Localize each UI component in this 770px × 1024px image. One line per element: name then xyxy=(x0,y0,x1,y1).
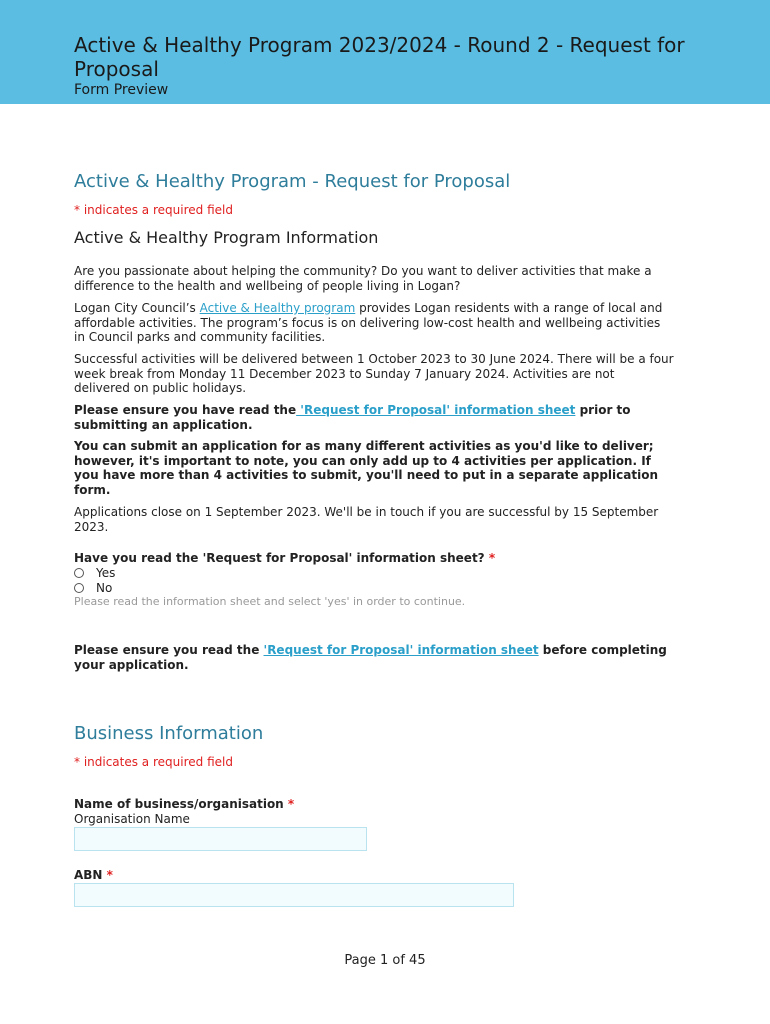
abn-label: ABN * xyxy=(74,868,113,882)
activity-limit-notice: You can submit an application for as many different activities as you'd like to deliver; however, it's important to note, you can only add up to 4 activities per application. If you have more than 4 activities to submit, you'll need to put in a separate application form. xyxy=(74,439,658,497)
form-subtitle: Form Preview xyxy=(74,82,169,98)
radio-option-no[interactable]: No xyxy=(74,581,112,595)
section-title-business: Business Information xyxy=(74,723,264,744)
program-information-heading: Active & Healthy Program Information xyxy=(74,228,379,247)
form-title: Active & Healthy Program 2023/2024 - Round 2 - Request for Proposal xyxy=(74,33,685,81)
radio-option-yes[interactable]: Yes xyxy=(74,566,115,580)
info-sheet-question: Have you read the 'Request for Proposal' information sheet? * xyxy=(74,551,496,565)
business-name-label: Name of business/organisation * xyxy=(74,797,295,811)
required-field-note: * indicates a required field xyxy=(74,203,233,217)
required-field-note-business: * indicates a required field xyxy=(74,755,233,769)
info-sheet-link[interactable]: 'Request for Proposal' information sheet xyxy=(296,403,576,417)
read-before-completing-notice: Please ensure you read the 'Request for Proposal' information sheet before completing your application. xyxy=(74,643,667,672)
delivery-dates-paragraph: Successful activities will be delivered between 1 October 2023 to 30 June 2024. There will be a four week break from Monday 11 December 2023 to Sunday 7 January 2024. Activities are not delivered on public holidays. xyxy=(74,352,674,395)
required-star: * xyxy=(106,868,113,882)
required-star: * xyxy=(488,551,496,565)
radio-circle-icon[interactable] xyxy=(74,568,84,578)
organisation-name-input[interactable] xyxy=(74,827,367,851)
organisation-name-sublabel: Organisation Name xyxy=(74,812,190,826)
program-description: Logan City Council’s Active & Healthy program provides Logan residents with a range of local and affordable activities. The program’s focus is on delivering low-cost health and wellbeing activities in Council parks and community facilities. xyxy=(74,301,663,344)
radio-circle-icon[interactable] xyxy=(74,583,84,593)
required-star: * xyxy=(287,797,295,811)
page-header xyxy=(0,0,770,104)
read-info-sheet-notice: Please ensure you have read the 'Request for Proposal' information sheet prior to submitting an application. xyxy=(74,403,631,432)
info-sheet-link-2[interactable]: 'Request for Proposal' information sheet xyxy=(263,643,539,657)
question-hint: Please read the information sheet and select 'yes' in order to continue. xyxy=(74,595,466,608)
intro-paragraph: Are you passionate about helping the community? Do you want to deliver activities that make a difference to the health and wellbeing of people living in Logan? xyxy=(74,264,652,293)
active-healthy-program-link[interactable]: Active & Healthy program xyxy=(199,301,356,315)
section-title-proposal: Active & Healthy Program - Request for Proposal xyxy=(74,171,511,192)
applications-close-paragraph: Applications close on 1 September 2023. We'll be in touch if you are successful by 15 September 2023. xyxy=(74,505,659,534)
abn-input[interactable] xyxy=(74,883,514,907)
page-number: Page 1 of 45 xyxy=(344,953,426,968)
